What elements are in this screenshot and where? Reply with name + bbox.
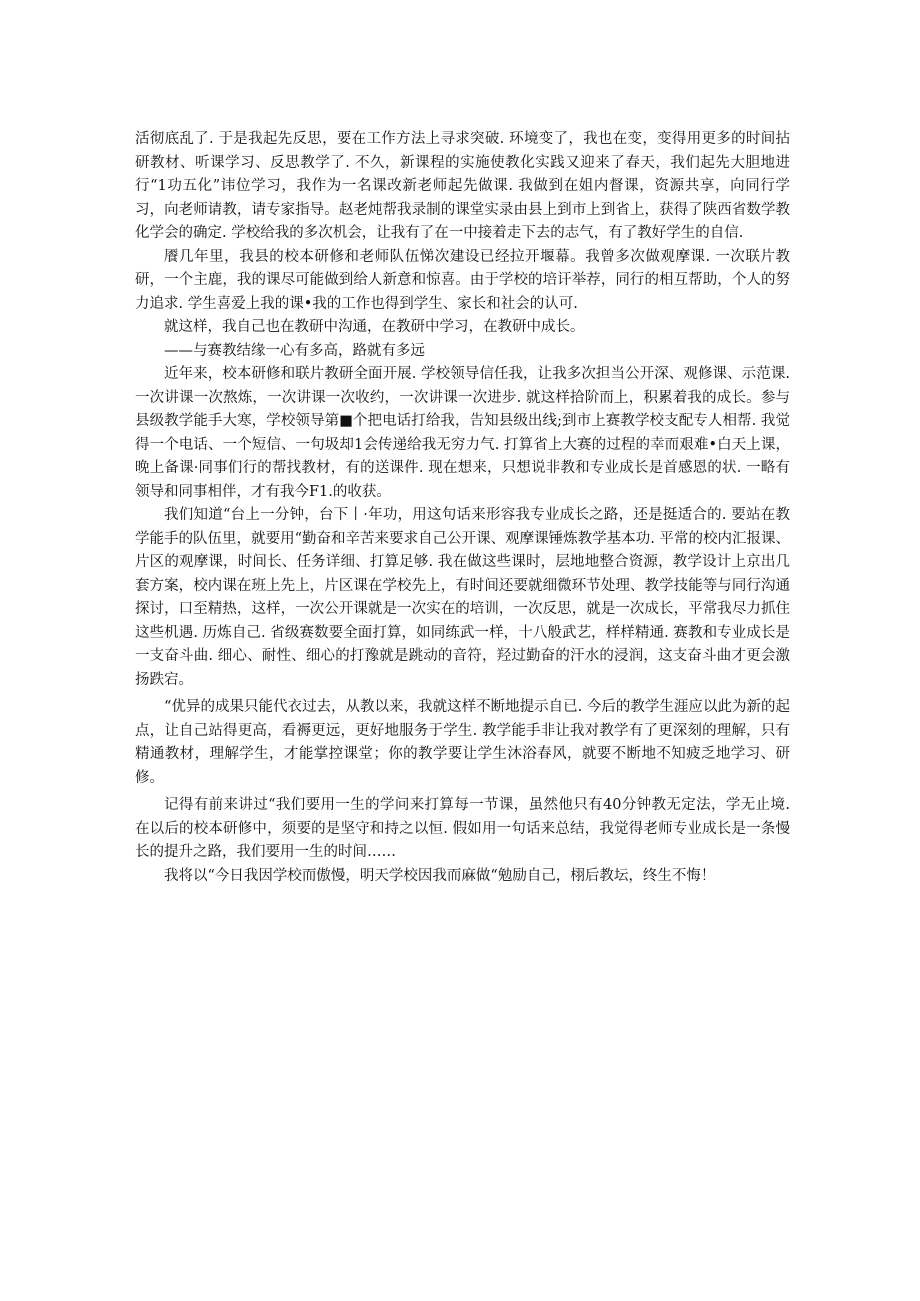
paragraph: 记得有前来讲过“我们要用一生的学问来打算每一节课，虽然他只有40分钟教无定法，学无止境. 在以后的校本研修中，须要的是坚守和持之以恒. 假如用一句话来总结，我觉得老师专业成长是一条慢长的提升之路，我们要用一生的时间……	[135, 797, 790, 860]
paragraph: 就这样，我自己也在教研中沟通，在教研中学习，在教研中成长。	[164, 319, 585, 335]
document-body	[135, 128, 790, 888]
section-heading: ——与赛教结缘一心有多高，路就有多远	[164, 342, 425, 359]
paragraph: 我们知道“台上一分钟，台下丨·年功，用这句话来形容我专业成长之路，还是挺适合的. 要站在教学能手的队伍里，就要用“勤奋和辛苦来要求自己公开课、观摩课锤炼教学基本功. 平常的校内汇报课、片区的观摩课，时间长、任务详细、打算足够. 我在做这些课时，层地地整合资源，教学设计上京出几套方案，校内课在班上先上，片区课在学校先上，有时间还要就细微环节处理、教学技能等与同行沟通探讨，口至精热，这样，一次公开课就是一次实在的培训，一次反思，就是一次成长，平常我尽力抓住这些机遇. 历炼自己. 省级赛数要全面打算，如同练武一样，十八般武艺，样样精通. 赛教和专业成长是一支奋斗曲. 细心、耐性、细心的打豫就是跳动的音符，羟过勤奋的汗水的浸润，这支奋斗曲才更会激扬跌宕。	[135, 507, 790, 688]
paragraph: 我将以“今日我因学校而傲慢，明天学校因我而麻做“勉励自己，栩后教坛，终生不悔！	[164, 867, 716, 884]
paragraph: 餍几年里，我县的校本研修和老师队伍悌次建设已经拉开堰幕。我曾多次做观摩课. 一次联片教研，一个主鹿，我的课尽可能做到给人新意和惊喜。由于学校的培讦举荐，同行的相互帮助，个人的努力追求. 学生喜爱上我的课•我的工作也得到学生、家长和社会的认可.	[135, 248, 790, 312]
paragraph: 活彻底乱了. 于是我起先反思，要在工作方法上寻求突破. 环境变了，我也在变，变得用更多的时间拈研教材、听课学习、反思教学了. 不久，新课程的实施使教化实践又迎来了春天，我们起先大胆地进行“1功五化”讳位学习，我作为一名课改新老师起先做课. 我做到在姐内督课，资源共享，向同行学习，向老师请教，请专家指导。赵老炖帮我录制的课堂实录由县上到市上到省上，获得了陕西省数学教化学会的确定. 学校给我的多次机会，让我有了在一中接着走下去的志气，有了教好学生的自信.	[135, 131, 790, 241]
paragraph: 近年来，校本研修和联片教研全面开展. 学校领导信任我，让我多次担当公开深、观修课、示范课. 一次讲课一次熬炼，一次讲课一次收约，一次讲课一次进步. 就这样拾阶而上，积累着我的成长。参与县级教学能手大寒，学校领导第■个把电话打给我，告知县级出线;到市上赛教学校支配专人相帮. 我觉得一个电话、一个短信、一句圾却1会传递给我无穷力气. 打算省上大赛的过程的幸而艰难•白天上课，晚上备课·同事们行的帮找教材，有的送课件. 现在想来，只想说非教和专业成长是首感恩的状. 一略有领导和同事相伴，才有我今F1.的收获。	[135, 366, 790, 500]
paragraph: “优异的成果只能代衣过去，从教以来，我就这样不断地提示自已. 今后的教学生涯应以此为新的起点，让自己站得更高，看褥更远，更好地服务于学生. 教学能手非让我对教学有了更深刻的理解，只有精通教材，理解学生，才能掌控课堂；你的教学要让学生沐浴春风，就要不断地不知疲乏地学习、研修。	[135, 699, 790, 786]
